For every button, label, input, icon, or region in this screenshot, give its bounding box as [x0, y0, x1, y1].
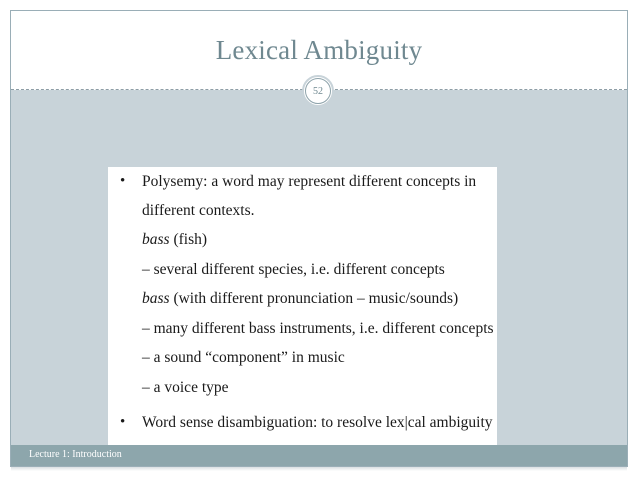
text-line-6: – many different bass instruments, i.e. different concepts — [142, 320, 494, 337]
bullet-icon: • — [120, 173, 126, 189]
text-line-4: – several different species, i.e. different concepts — [142, 261, 445, 278]
footer-bar — [11, 445, 627, 466]
footer-label: Lecture 1: Introduction — [29, 449, 122, 460]
page-number: 52 — [305, 78, 331, 104]
term-bass: bass — [142, 231, 170, 248]
slide-shadow — [11, 467, 627, 471]
text-line-1: Polysemy: a word may represent different concepts in — [142, 173, 477, 190]
text-line-7: – a sound “component” in music — [142, 349, 345, 366]
text-line-5-rest: (with different pronunciation – music/sounds) — [169, 290, 459, 307]
text-line-3 — [142, 231, 207, 249]
slide-title: Lexical Ambiguity — [215, 35, 423, 65]
text-line-5 — [142, 290, 458, 308]
text-line-2: different contexts. — [142, 202, 255, 219]
page-number-badge — [302, 75, 334, 107]
text-line-3-rest: (fish) — [169, 231, 208, 248]
bullet-icon: • — [120, 414, 126, 430]
term-bass: bass — [142, 290, 170, 307]
content-text-image — [108, 167, 497, 449]
text-line-8: – a voice type — [142, 379, 229, 396]
text-line-9: Word sense disambiguation: to resolve lex|cal ambiguity — [142, 414, 493, 431]
